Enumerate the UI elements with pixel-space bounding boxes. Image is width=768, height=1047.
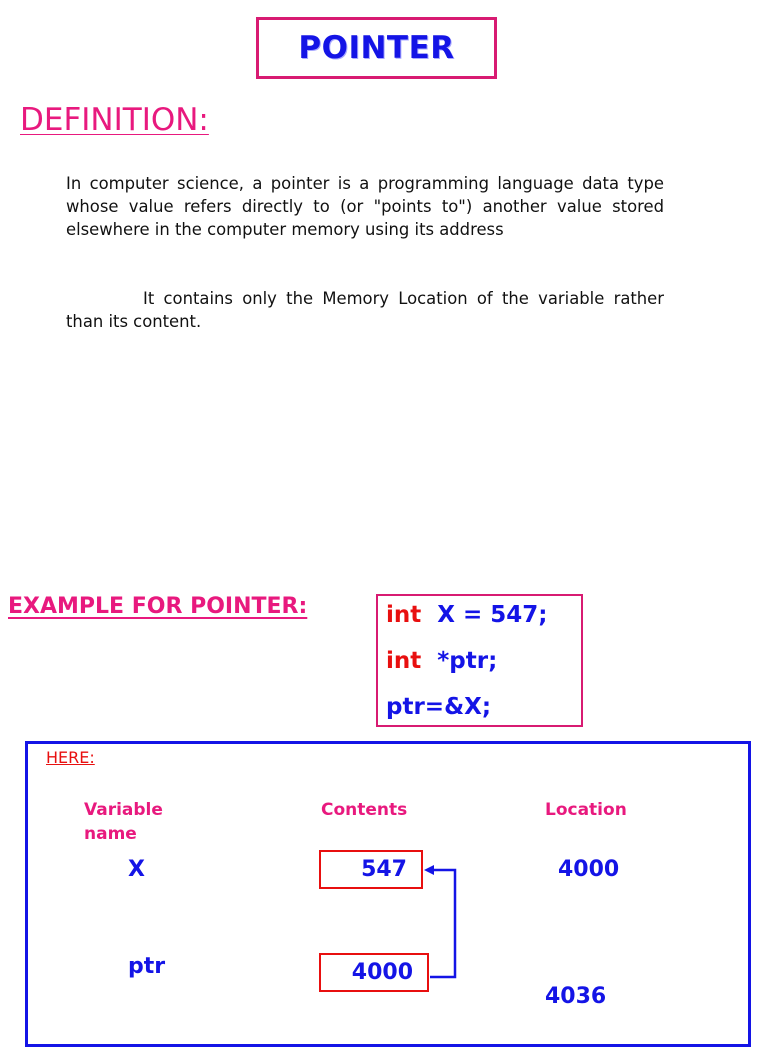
header-contents: Contents — [321, 800, 408, 820]
variable-x: X — [128, 857, 145, 882]
code-line-3 — [386, 694, 491, 720]
variable-ptr: ptr — [128, 954, 166, 979]
code-keyword: int — [386, 648, 422, 674]
code-line-1 — [386, 602, 548, 628]
location-ptr: 4036 — [545, 984, 607, 1009]
contents-cell-x: 547 — [319, 850, 423, 889]
code-text: *ptr; — [421, 648, 498, 674]
pointer-arrow-icon — [420, 860, 470, 985]
code-text: X = 547; — [421, 602, 548, 628]
location-x: 4000 — [558, 857, 620, 882]
title-box — [256, 17, 497, 79]
memory-diagram-box — [25, 741, 751, 1047]
code-line-2 — [386, 648, 497, 674]
code-box — [376, 594, 583, 727]
page-title: POINTER — [298, 30, 455, 66]
here-label: HERE: — [46, 748, 95, 767]
definition-paragraph-1: In computer science, a pointer is a programming language data type whose value refers directly to (or "points to") another value stored elsewhere in the computer memory using its address — [66, 174, 664, 239]
definition-heading: DEFINITION: — [20, 102, 209, 138]
header-location: Location — [545, 800, 627, 820]
definition-paragraph-2: It contains only the Memory Location of the variable rather than its content. — [66, 289, 664, 331]
example-heading: EXAMPLE FOR POINTER: — [8, 594, 308, 619]
header-variable-name: Variable name — [84, 800, 163, 844]
code-keyword: int — [386, 602, 422, 628]
code-text: ptr=&X; — [386, 694, 492, 720]
contents-cell-ptr: 4000 — [319, 953, 429, 992]
